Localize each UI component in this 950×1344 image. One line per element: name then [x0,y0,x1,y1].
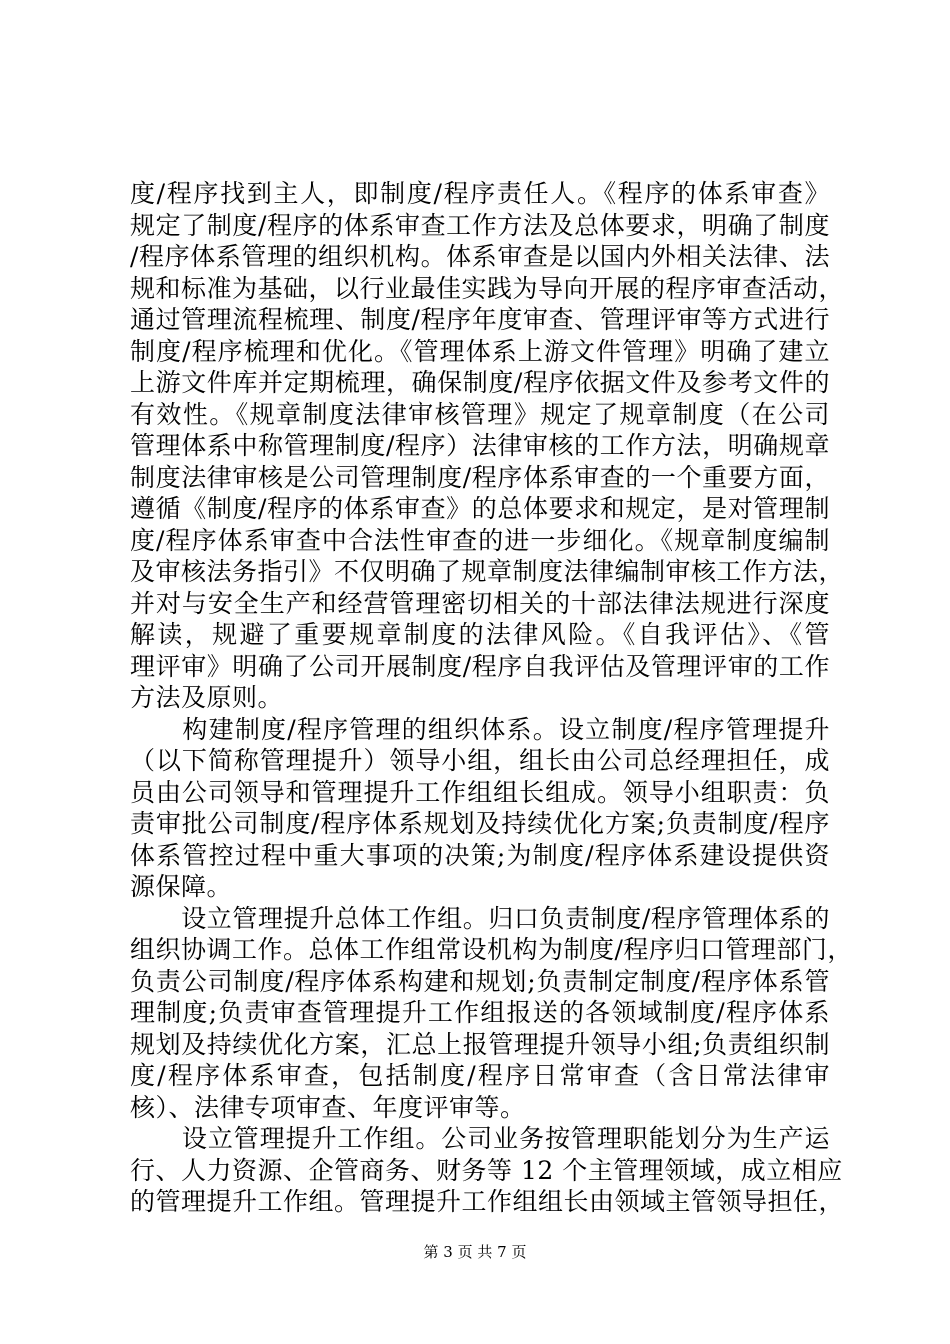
text-line: 上游文件库并定期梳理，确保制度/程序依据文件及参考文件的 [130,368,830,397]
text-line: 通过管理流程梳理、制度/程序年度审查、管理评审等方式进行 [130,305,830,334]
text-line: 方法及原则。 [130,683,284,712]
text-line: 制度法律审核是公司管理制度/程序体系审查的一个重要方面， [130,462,830,492]
text-line: 管理体系中称管理制度/程序）法律审核的工作方法，明确规章 [130,431,830,460]
text-line: 解读，规避了重要规章制度的法律风险。《自我评估》、《管 [130,620,830,649]
text-line: 有效性。《规章制度法律审核管理》规定了规章制度（在公司 [130,399,830,429]
text-line: 度/程序找到主人，即制度/程序责任人。《程序的体系审查》 [130,179,830,208]
text-line: 遵循《制度/程序的体系审查》的总体要求和规定，是对管理制 [130,494,830,523]
text-line: （以下简称管理提升）领导小组，组长由公司总经理担任，成 [130,746,830,775]
text-line: 理评审》明确了公司开展制度/程序自我评估及管理评审的工作 [130,651,830,681]
text-line: 并对与安全生产和经营管理密切相关的十部法律法规进行深度 [130,588,830,618]
text-line: 构建制度/程序管理的组织体系。设立制度/程序管理提升 [130,714,830,744]
text-line: /程序体系管理的组织机构。体系审查是以国内外相关法律、法 [130,242,830,271]
text-line: 理制度;负责审查管理提升工作组报送的各领域制度/程序体系 [130,998,830,1027]
text-line: 源保障。 [130,872,233,901]
text-line: 及审核法务指引》不仅明确了规章制度法律编制审核工作方法， [130,557,845,586]
text-line: 度/程序体系审查，包括制度/程序日常审查（含日常法律审 [130,1061,830,1090]
text-line: 组织协调工作。总体工作组常设机构为制度/程序归口管理部门， [130,935,853,964]
text-line: 行、人力资源、企管商务、财务等 12 个主管理领域，成立相应 [130,1155,843,1185]
text-line: 规定了制度/程序的体系审查工作方法及总体要求，明确了制度 [130,210,830,240]
document-body [130,178,853,1218]
text-line: 规和标准为基础，以行业最佳实践为导向开展的程序审查活动， [130,273,845,303]
text-line: 核）、法律专项审查、年度评审等。 [130,1092,526,1122]
text-line: 规划及持续优化方案，汇总上报管理提升领导小组;负责组织制 [130,1029,830,1059]
text-line: 体系管控过程中重大事项的决策;为制度/程序体系建设提供资 [130,840,830,870]
text-line: 的管理提升工作组。管理提升工作组组长由领域主管领导担任， [130,1187,845,1216]
text-line: 责审批公司制度/程序体系规划及持续优化方案;负责制度/程序 [130,809,830,838]
text-line: 制度/程序梳理和优化。《管理体系上游文件管理》明确了建立 [130,336,830,366]
text-line: 设立管理提升总体工作组。归口负责制度/程序管理体系的 [130,903,830,933]
text-line: 负责公司制度/程序体系构建和规划;负责制定制度/程序体系管 [130,966,830,996]
text-line: 设立管理提升工作组。公司业务按管理职能划分为生产运 [130,1124,830,1153]
text-line: 员由公司领导和管理提升工作组组长组成。领导小组职责：负 [130,777,830,807]
page-footer: 第 3 页 共 7 页 [423,1243,527,1261]
text-line: 度/程序体系审查中合法性审查的进一步细化。《规章制度编制 [130,525,830,555]
